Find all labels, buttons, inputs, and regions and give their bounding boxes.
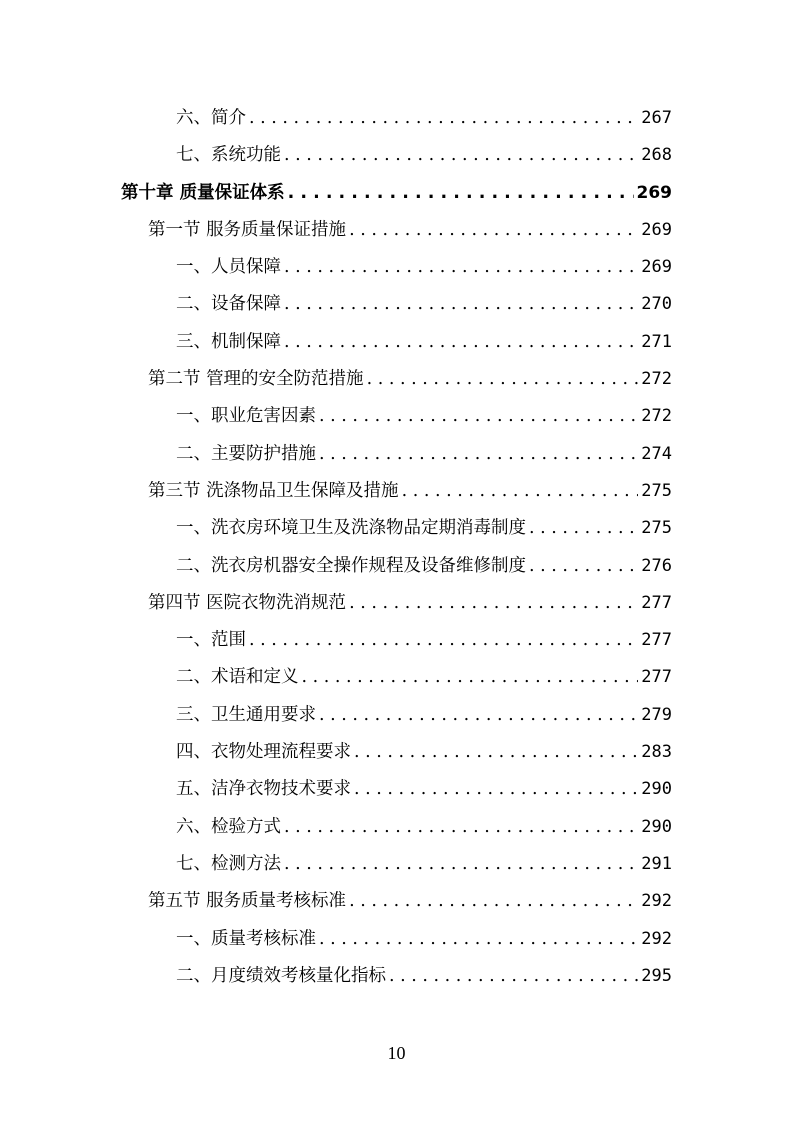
toc-entry-title: 一、人员保障 — [176, 257, 281, 278]
toc-dot-leader — [319, 697, 638, 734]
toc-entry-page-number: 291 — [641, 853, 672, 874]
toc-dot-leader — [402, 473, 639, 510]
toc-dot-leader — [302, 659, 639, 696]
toc-entry-title: 六、检验方式 — [176, 816, 281, 837]
toc-subsection-entry[interactable] — [0, 809, 793, 846]
toc-entry-title: 五、洁净衣物技术要求 — [176, 779, 351, 800]
toc-entry-page-number: 274 — [641, 443, 672, 464]
toc-dot-leader — [367, 361, 639, 398]
toc-entry-title: 一、质量考核标准 — [176, 928, 316, 949]
toc-entry-page-number: 275 — [641, 518, 672, 539]
toc-chapter-entry[interactable] — [0, 175, 793, 212]
toc-entry-page-number: 267 — [641, 108, 672, 128]
toc-entry-page-number: 269 — [641, 219, 672, 240]
toc-entry-page-number: 271 — [641, 331, 672, 352]
toc-entry-title: 第十章 质量保证体系 — [121, 182, 285, 203]
toc-dot-leader — [249, 100, 638, 137]
toc-entry-page-number: 290 — [641, 779, 672, 800]
toc-entry-title: 四、衣物处理流程要求 — [176, 742, 351, 763]
toc-entry-title: 一、范围 — [176, 630, 246, 651]
toc-entry-page-number: 272 — [641, 406, 672, 427]
page-number: 10 — [387, 1043, 406, 1063]
toc-entry-title: 六、简介 — [176, 108, 246, 128]
toc-entry-title: 二、术语和定义 — [176, 667, 299, 688]
toc-entry-page-number: 272 — [641, 369, 672, 390]
toc-entry-title: 第一节 服务质量保证措施 — [148, 219, 347, 240]
toc-entry-title: 七、检测方法 — [176, 853, 281, 874]
toc-subsection-entry[interactable] — [0, 622, 793, 659]
toc-dot-leader — [319, 436, 638, 473]
toc-entry-page-number: 269 — [636, 182, 672, 203]
toc-dot-leader — [349, 212, 638, 249]
toc-section-entry[interactable] — [0, 212, 793, 249]
toc-entry-title: 一、职业危害因素 — [176, 406, 316, 427]
toc-subsection-entry[interactable] — [0, 100, 793, 137]
toc-entry-page-number: 277 — [641, 592, 672, 613]
toc-entry-page-number: 277 — [641, 667, 672, 688]
toc-subsection-entry[interactable] — [0, 846, 793, 883]
toc-entry-page-number: 283 — [641, 742, 672, 763]
toc-dot-leader — [284, 809, 638, 846]
toc-subsection-entry[interactable] — [0, 510, 793, 547]
toc-dot-leader — [349, 883, 638, 920]
toc-subsection-entry[interactable] — [0, 659, 793, 696]
toc-dot-leader — [529, 510, 638, 547]
toc-subsection-entry[interactable] — [0, 921, 793, 958]
toc-entry-title: 三、卫生通用要求 — [176, 704, 316, 725]
toc-entry-title: 第五节 服务质量考核标准 — [148, 891, 347, 912]
toc-section-entry[interactable] — [0, 473, 793, 510]
toc-entry-title: 第四节 医院衣物洗消规范 — [148, 592, 347, 613]
toc-subsection-entry[interactable] — [0, 697, 793, 734]
toc-subsection-entry[interactable] — [0, 548, 793, 585]
toc-subsection-entry[interactable] — [0, 734, 793, 771]
toc-entry-title: 二、主要防护措施 — [176, 443, 316, 464]
toc-dot-leader — [284, 249, 638, 286]
toc-entry-page-number: 275 — [641, 480, 672, 501]
toc-subsection-entry[interactable] — [0, 398, 793, 435]
toc-dot-leader — [319, 398, 638, 435]
toc-entry-title: 一、洗衣房环境卫生及洗涤物品定期消毒制度 — [176, 518, 526, 539]
toc-dot-leader — [319, 921, 638, 958]
toc-dot-leader — [354, 734, 638, 771]
toc-section-entry[interactable] — [0, 361, 793, 398]
toc-dot-leader — [349, 585, 638, 622]
toc-subsection-entry[interactable] — [0, 771, 793, 808]
toc-dot-leader — [284, 286, 638, 323]
toc-entry-page-number: 277 — [641, 630, 672, 651]
toc-entry-title: 二、洗衣房机器安全操作规程及设备维修制度 — [176, 555, 526, 576]
toc-dot-leader — [389, 958, 638, 995]
toc-entry-page-number: 292 — [641, 891, 672, 912]
toc-subsection-entry[interactable] — [0, 286, 793, 323]
toc-subsection-entry[interactable] — [0, 436, 793, 473]
toc-entry-page-number: 279 — [641, 704, 672, 725]
toc-dot-leader — [288, 175, 634, 212]
toc-entry-page-number: 276 — [641, 555, 672, 576]
toc-section-entry[interactable] — [0, 883, 793, 920]
toc-subsection-entry[interactable] — [0, 324, 793, 361]
toc-entry-page-number: 292 — [641, 928, 672, 949]
toc-dot-leader — [284, 324, 638, 361]
toc-entry-title: 第二节 管理的安全防范措施 — [148, 369, 364, 390]
toc-dot-leader — [284, 846, 638, 883]
toc-entry-page-number: 268 — [641, 145, 672, 166]
toc-dot-leader — [529, 548, 638, 585]
toc-dot-leader — [354, 771, 638, 808]
toc-entry-page-number: 270 — [641, 294, 672, 315]
toc-entry-page-number: 269 — [641, 257, 672, 278]
toc-entry-title: 二、月度绩效考核量化指标 — [176, 965, 386, 986]
toc-subsection-entry[interactable] — [0, 137, 793, 174]
toc-dot-leader — [249, 622, 638, 659]
toc-entry-page-number: 295 — [641, 965, 672, 986]
toc-section-entry[interactable] — [0, 585, 793, 622]
toc-entry-title: 七、系统功能 — [176, 145, 281, 166]
toc-dot-leader — [284, 137, 638, 174]
toc-subsection-entry[interactable] — [0, 958, 793, 995]
toc-subsection-entry[interactable] — [0, 249, 793, 286]
toc-entry-page-number: 290 — [641, 816, 672, 837]
toc-entry-title: 三、机制保障 — [176, 331, 281, 352]
toc-entry-title: 二、设备保障 — [176, 294, 281, 315]
table-of-contents — [0, 100, 793, 995]
toc-entry-title: 第三节 洗涤物品卫生保障及措施 — [148, 480, 399, 501]
